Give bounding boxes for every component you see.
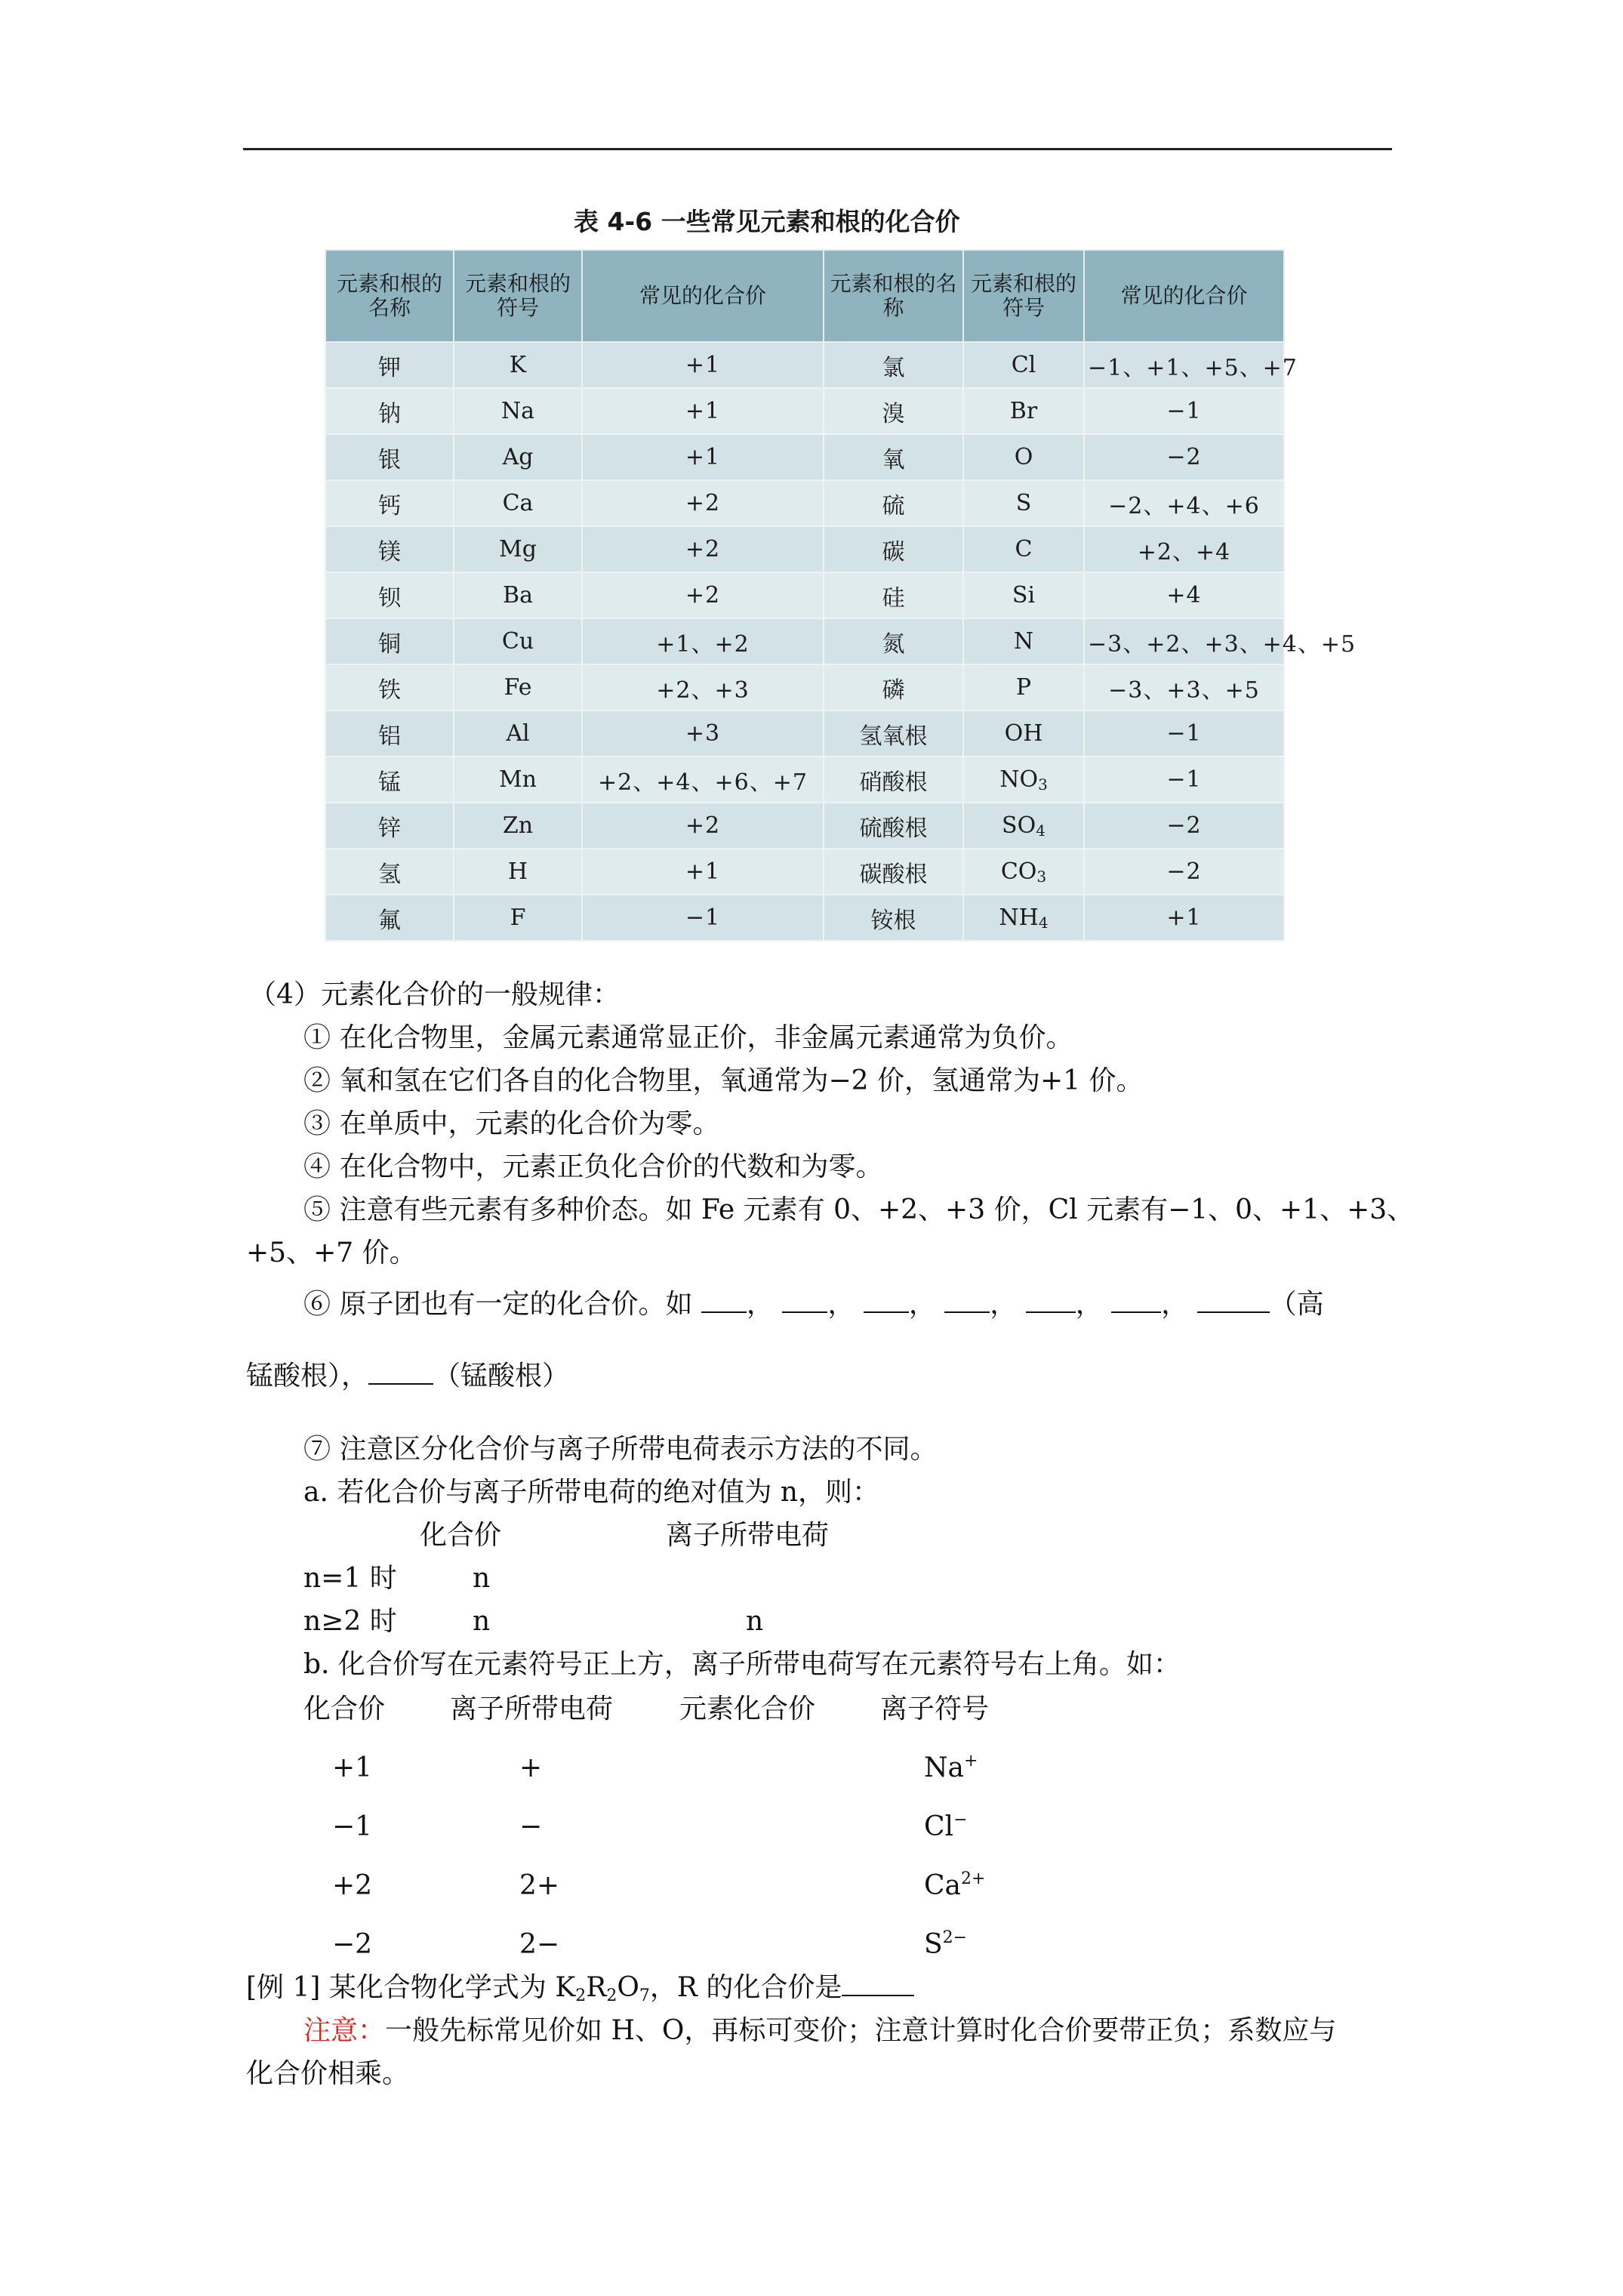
rule-5-line-1: ⑤ 注意有些元素有多种价态。如 Fe 元素有 0、+2、+3 价，Cl 元素有−1、0、+1、+3、 xyxy=(303,1194,1415,1225)
rule-4: ④ 在化合物中，元素正负化合价的代数和为零。 xyxy=(303,1151,883,1182)
cell-symbol-2 xyxy=(963,388,1084,434)
ion-charge-superscript: + xyxy=(963,1752,978,1771)
symbol-text: P xyxy=(1015,673,1032,701)
cell-symbol-1: Ag xyxy=(454,434,582,480)
ion-element: Cl xyxy=(924,1811,954,1842)
table-row xyxy=(325,849,1284,895)
cell-name-2: 溴 xyxy=(824,388,963,434)
cell-name-2: 碳 xyxy=(824,526,963,572)
cell-valence-2: −1 xyxy=(1084,757,1284,803)
header-charge: 离子所带电荷 xyxy=(450,1693,614,1724)
col-charge: 离子所带电荷 xyxy=(666,1520,830,1551)
ion-element: S xyxy=(924,1929,943,1960)
table-row xyxy=(325,664,1284,710)
cell-name-1: 钡 xyxy=(325,572,454,618)
header-ion-symbol: 离子符号 xyxy=(880,1693,990,1724)
blank-5[interactable] xyxy=(1026,1287,1076,1313)
cell-symbol-1: Mg xyxy=(454,526,582,572)
example-charge: 2+ xyxy=(519,1870,560,1901)
table-row xyxy=(325,434,1284,480)
n2-value-valence: n xyxy=(473,1606,491,1637)
example-valence: −2 xyxy=(332,1929,373,1960)
cell-valence-2: −3、+3、+5 xyxy=(1084,664,1284,710)
cell-symbol-1: Cu xyxy=(454,618,582,664)
example-r: R xyxy=(586,1972,607,2003)
cell-symbol-1: H xyxy=(454,849,582,895)
cell-name-1: 钠 xyxy=(325,388,454,434)
rule-7: ⑦ 注意区分化合价与离子所带电荷表示方法的不同。 xyxy=(303,1434,938,1465)
table-row xyxy=(325,572,1284,618)
cell-name-1: 银 xyxy=(325,434,454,480)
table-row xyxy=(325,895,1284,941)
table-row xyxy=(325,618,1284,664)
cell-name-1: 铁 xyxy=(325,664,454,710)
cell-name-1: 铜 xyxy=(325,618,454,664)
cell-symbol-2 xyxy=(963,757,1084,803)
blank-6[interactable] xyxy=(1111,1287,1161,1313)
cell-valence-2: −2 xyxy=(1084,803,1284,849)
cell-valence-1: +2 xyxy=(582,480,824,526)
cell-name-2: 磷 xyxy=(824,664,963,710)
symbol-text: Br xyxy=(1009,397,1038,424)
cell-valence-1: +1 xyxy=(582,849,824,895)
cell-symbol-2 xyxy=(963,895,1084,941)
cell-name-2: 铵根 xyxy=(824,895,963,941)
cell-name-2: 氯 xyxy=(824,342,963,388)
header-valence-2: 常见的化合价 xyxy=(1084,250,1284,342)
cell-name-1: 氟 xyxy=(325,895,454,941)
symbol-text: N xyxy=(1013,627,1034,655)
header-symbol-1: 元素和根的符号 xyxy=(454,250,582,342)
table-title: 表 4-6 一些常见元素和根的化合价 xyxy=(574,207,960,236)
symbol-subscript: 4 xyxy=(1038,913,1049,932)
table-row xyxy=(325,388,1284,434)
example-prefix: [例 1] 某化合物化学式为 K xyxy=(246,1972,576,2003)
cell-name-1: 镁 xyxy=(325,526,454,572)
symbol-text: NH xyxy=(999,904,1039,931)
cell-valence-1: +1、+2 xyxy=(582,618,824,664)
header-name-1: 元素和根的名称 xyxy=(325,250,454,342)
cell-name-2: 硝酸根 xyxy=(824,757,963,803)
cell-symbol-1: Na xyxy=(454,388,582,434)
n2-label: n≥2 时 xyxy=(303,1606,397,1637)
cell-valence-1: +2、+3 xyxy=(582,664,824,710)
cell-valence-1: −1 xyxy=(582,895,824,941)
symbol-text: C xyxy=(1015,535,1033,562)
n1-label: n=1 时 xyxy=(303,1563,397,1594)
ion-charge-superscript: − xyxy=(953,1811,968,1829)
table-row xyxy=(325,757,1284,803)
table-header-row xyxy=(325,250,1284,342)
table-body xyxy=(325,342,1357,941)
table-row xyxy=(325,710,1284,757)
cell-valence-1: +1 xyxy=(582,388,824,434)
symbol-text: SO xyxy=(1002,812,1036,839)
cell-name-2: 碳酸根 xyxy=(824,849,963,895)
cell-valence-2: −2 xyxy=(1084,434,1284,480)
cell-name-1: 钙 xyxy=(325,480,454,526)
blank-7[interactable] xyxy=(1197,1287,1270,1313)
cell-symbol-2 xyxy=(963,480,1084,526)
cell-name-1: 铝 xyxy=(325,710,454,757)
blank-8[interactable] xyxy=(368,1359,433,1385)
example-suffix: ，R 的化合价是 xyxy=(649,1972,842,2003)
part-b-line: b. 化合价写在元素符号正上方，离子所带电荷写在元素符号右上角。如： xyxy=(303,1649,1181,1680)
symbol-text: Cl xyxy=(1011,351,1036,378)
table-row xyxy=(325,803,1284,849)
cell-symbol-2 xyxy=(963,572,1084,618)
cell-name-2: 硫酸根 xyxy=(824,803,963,849)
cell-name-1: 锰 xyxy=(325,757,454,803)
cell-valence-2: −3、+2、+3、+4、+5 xyxy=(1084,618,1284,664)
cell-valence-2: −1 xyxy=(1084,388,1284,434)
example-answer-blank[interactable] xyxy=(842,1971,914,1996)
part-a-line: a. 若化合价与离子所带电荷的绝对值为 n，则： xyxy=(303,1477,879,1508)
rule-3: ③ 在单质中，元素的化合价为零。 xyxy=(303,1108,720,1139)
cell-valence-2: +4 xyxy=(1084,572,1284,618)
cell-symbol-2 xyxy=(963,664,1084,710)
header-valence-1: 常见的化合价 xyxy=(582,250,824,342)
cell-name-2: 硫 xyxy=(824,480,963,526)
symbol-subscript: 3 xyxy=(1038,775,1048,794)
header-name-2: 元素和根的名称 xyxy=(824,250,963,342)
cell-valence-1: +3 xyxy=(582,710,824,757)
cell-name-1: 钾 xyxy=(325,342,454,388)
note-label: 注意： xyxy=(303,2015,386,2046)
example-charge: − xyxy=(519,1811,543,1842)
cell-symbol-1: Mn xyxy=(454,757,582,803)
rule-6-permanganate: 锰酸根）， xyxy=(246,1361,369,1391)
header-symbol-2: 元素和根的符号 xyxy=(963,250,1084,342)
cell-valence-2: +2、+4 xyxy=(1084,526,1284,572)
example-charge: 2− xyxy=(519,1929,560,1960)
rule-6-line-2 xyxy=(246,1359,569,1393)
cell-symbol-2 xyxy=(963,710,1084,757)
cell-symbol-1: Fe xyxy=(454,664,582,710)
header-element-valence: 元素化合价 xyxy=(679,1693,816,1724)
col-valence: 化合价 xyxy=(420,1520,502,1551)
rule-6-manganate: （锰酸根） xyxy=(433,1361,570,1391)
cell-name-1: 锌 xyxy=(325,803,454,849)
cell-valence-1: +1 xyxy=(582,342,824,388)
blank-2[interactable] xyxy=(782,1287,827,1313)
example-valence: +1 xyxy=(332,1752,373,1783)
cell-symbol-2 xyxy=(963,618,1084,664)
symbol-text: OH xyxy=(1004,720,1043,747)
cell-symbol-2 xyxy=(963,803,1084,849)
cell-symbol-2 xyxy=(963,434,1084,480)
valence-table xyxy=(325,249,1357,942)
cell-name-2: 氧 xyxy=(824,434,963,480)
cell-symbol-1: F xyxy=(454,895,582,941)
note-line-1 xyxy=(303,2014,1336,2048)
example-charge: + xyxy=(519,1752,543,1783)
rules-heading: （4）元素化合价的一般规律： xyxy=(249,979,620,1010)
example-ion xyxy=(924,1752,978,1785)
rule-6-gaomeng: （高 xyxy=(1269,1289,1324,1320)
cell-valence-1: +2、+4、+6、+7 xyxy=(582,757,824,803)
example-ion xyxy=(924,1869,985,1903)
cell-symbol-2 xyxy=(963,342,1084,388)
example-ion xyxy=(924,1811,968,1844)
table-row xyxy=(325,526,1284,572)
rule-5-line-2: +5、+7 价。 xyxy=(246,1237,417,1268)
cell-valence-2: −2 xyxy=(1084,849,1284,895)
ion-charge-superscript: 2− xyxy=(942,1928,968,1947)
n1-value: n xyxy=(473,1563,491,1594)
cell-symbol-1: Al xyxy=(454,710,582,757)
example-r-subscript: 2 xyxy=(606,1986,617,2005)
symbol-text: Si xyxy=(1012,581,1036,609)
example-ion xyxy=(924,1928,967,1962)
cell-valence-2: +1 xyxy=(1084,895,1284,941)
symbol-subscript: 4 xyxy=(1036,821,1046,840)
symbol-text: CO xyxy=(1000,858,1037,885)
example-valence: −1 xyxy=(332,1811,373,1842)
cell-valence-1: +1 xyxy=(582,434,824,480)
symbol-subscript: 3 xyxy=(1036,867,1047,886)
cell-valence-2: −1 xyxy=(1084,710,1284,757)
rule-6-line-1: ⑥ 原子团也有一定的化合价。如 ， ， ， ， ， ， （高 xyxy=(303,1289,1324,1320)
n2-value-charge: n xyxy=(746,1606,764,1637)
rule-6-text: ⑥ 原子团也有一定的化合价。如 xyxy=(303,1289,693,1320)
example-o-subscript: 7 xyxy=(639,1986,650,2005)
rule-2: ② 氧和氢在它们各自的化合物里，氧通常为−2 价，氢通常为+1 价。 xyxy=(303,1065,1144,1096)
cell-valence-1: +2 xyxy=(582,803,824,849)
cell-symbol-1: K xyxy=(454,342,582,388)
table-row xyxy=(325,342,1284,388)
cell-symbol-1: Zn xyxy=(454,803,582,849)
symbol-text: NO xyxy=(999,766,1039,793)
example-1 xyxy=(246,1971,914,2005)
table-row xyxy=(325,480,1284,526)
cell-valence-2: −1、+1、+5、+7 xyxy=(1084,342,1284,388)
note-line-2: 化合价相乘。 xyxy=(246,2058,410,2089)
blank-1[interactable] xyxy=(701,1287,747,1313)
example-o: O xyxy=(617,1972,639,2003)
header-rule xyxy=(243,148,1392,150)
cell-name-2: 氢氧根 xyxy=(824,710,963,757)
cell-valence-2: −2、+4、+6 xyxy=(1084,480,1284,526)
valence-table-image xyxy=(325,249,1357,938)
cell-symbol-1: Ca xyxy=(454,480,582,526)
cell-name-1: 氢 xyxy=(325,849,454,895)
ion-charge-superscript: 2+ xyxy=(961,1869,986,1888)
note-text: 一般先标常见价如 H、O，再标可变价；注意计算时化合价要带正负；系数应与 xyxy=(385,2015,1337,2046)
symbol-text: O xyxy=(1014,443,1033,470)
cell-symbol-2 xyxy=(963,526,1084,572)
example-k-subscript: 2 xyxy=(575,1986,587,2005)
cell-name-2: 氮 xyxy=(824,618,963,664)
cell-symbol-2 xyxy=(963,849,1084,895)
symbol-text: S xyxy=(1015,489,1032,516)
ion-element: Na xyxy=(924,1752,964,1783)
rule-1: ① 在化合物里，金属元素通常显正价，非金属元素通常为负价。 xyxy=(303,1022,1073,1053)
ion-element: Ca xyxy=(924,1870,962,1901)
cell-symbol-1: Ba xyxy=(454,572,582,618)
cell-valence-1: +2 xyxy=(582,572,824,618)
header-valence: 化合价 xyxy=(303,1693,386,1724)
example-valence: +2 xyxy=(332,1870,373,1901)
cell-name-2: 硅 xyxy=(824,572,963,618)
cell-valence-1: +2 xyxy=(582,526,824,572)
blank-3[interactable] xyxy=(864,1287,909,1313)
blank-4[interactable] xyxy=(944,1287,990,1313)
